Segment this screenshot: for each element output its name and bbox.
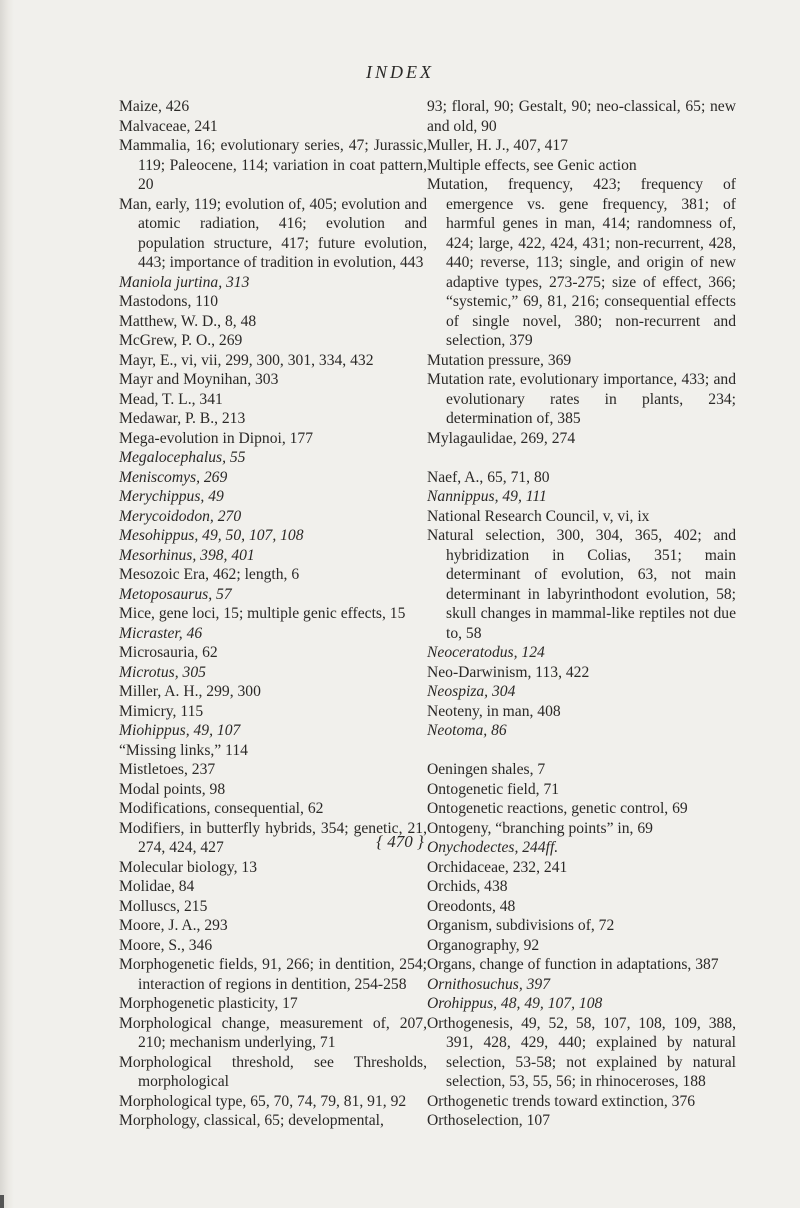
index-entry: 93; floral, 90; Gestalt, 90; neo-classical, 65; new and old, 90 [427,98,736,135]
index-entry: Organism, subdivisions of, 72 [427,917,615,934]
index-entry: Microtus, 305 [119,663,206,681]
index-entry: Maniola jurtina, 313 [119,273,250,291]
index-entry: Neo-Darwinism, 113, 422 [427,663,590,681]
index-entry: Ontogeny, “branching points” in, 69 [427,819,653,837]
index-entry: Mesohippus, 49, 50, 107, 108 [119,527,304,544]
index-entry: Moore, J. A., 293 [119,917,228,934]
page-number: { 470 } [376,832,424,851]
binding-mark [0,1195,4,1208]
index-entry: Mutation pressure, 369 [427,351,572,369]
index-entry: Megalocephalus, 55 [119,449,246,466]
index-entry: Mead, T. L., 341 [119,390,223,408]
index-entry: Onychodectes, 244ff. [427,839,559,856]
index-entry: Orohippus, 48, 49, 107, 108 [427,995,603,1012]
index-entry: Neoteny, in man, 408 [427,702,561,720]
index-entry: Neospiza, 304 [427,683,516,700]
index-entry: Ontogenetic reactions, genetic control, 69 [427,800,688,817]
index-entry: Orchidaceae, 232, 241 [427,858,568,876]
index-entry: Oreodonts, 48 [427,897,516,915]
index-entry: Modal points, 98 [119,780,226,798]
index-entry: Ontogenetic field, 71 [427,780,560,798]
index-entry: Mammalia, 16; evolutionary series, 47; Jurassic, 119; Paleocene, 114; variation in coat pattern, 20 [119,137,427,193]
index-entry: Ornithosuchus, 397 [427,975,551,993]
index-entry: Molecular biology, 13 [119,858,258,876]
index-entry: Mimicry, 115 [119,702,204,720]
index-entry: Orthogenetic trends toward extinction, 376 [427,1092,696,1110]
index-entry: Medawar, P. B., 213 [119,410,246,427]
index-entry: Mesozoic Era, 462; length, 6 [119,566,300,583]
index-entry: Micraster, 46 [119,624,203,642]
index-entry: Mega-evolution in Dipnoi, 177 [119,429,314,447]
letter-group-gap [427,741,736,761]
index-entry: Mesorhinus, 398, 401 [119,546,255,564]
index-entry: Mylagaulidae, 269, 274 [427,429,576,447]
index-entry: Organs, change of function in adaptations, 387 [427,956,719,973]
index-entry: Merychippus, 49 [119,488,224,505]
index-entry: Merycoidodon, 270 [119,507,242,525]
index-entry: Organography, 92 [427,936,540,954]
index-entry: National Research Council, v, vi, ix [427,507,650,525]
index-column-right [427,97,736,1131]
index-entry: Miohippus, 49, 107 [119,722,241,739]
index-entry: Modifications, consequential, 62 [119,800,324,817]
index-entry: Mastodons, 110 [119,293,219,310]
index-entry: Muller, H. J., 407, 417 [427,137,569,154]
index-entry: Neotoma, 86 [427,722,507,739]
index-entry: Mutation rate, evolutionary importance, 433; and evolutionary rates in plants, 234; determination of, 385 [427,371,736,427]
index-entry: Neoceratodus, 124 [427,644,545,661]
index-entry: Microsauria, 62 [119,644,218,661]
index-entry: Morphological change, measurement of, 207, 210; mechanism underlying, 71 [119,1014,427,1051]
index-entry: Multiple effects, see Genic action [427,156,637,174]
index-entry: Mayr, E., vi, vii, 299, 300, 301, 334, 432 [119,351,374,369]
index-entry: McGrew, P. O., 269 [119,332,243,349]
index-entry: Malvaceae, 241 [119,117,218,135]
index-entry: Molidae, 84 [119,878,195,895]
index-entry: Natural selection, 300, 304, 365, 402; and hybridization in Colias, 351; main determinant of evolution, 63, not main determinant in labyrinthodont evolution, 58; skull changes in mammal-like reptiles not due to, 58 [427,527,736,642]
index-entry: Mice, gene loci, 15; multiple genic effects, 15 [119,605,406,622]
index-entry: Nannippus, 49, 111 [427,488,547,505]
index-entry: “Missing links,” 114 [119,741,248,759]
index-entry: Mistletoes, 237 [119,761,216,778]
index-column-left [119,97,427,1131]
index-entry: Morphology, classical, 65; developmental, [119,1112,384,1129]
index-entry: Moore, S., 346 [119,936,213,954]
index-entry: Morphogenetic plasticity, 17 [119,995,298,1012]
index-entry: Morphogenetic fields, 91, 266; in dentition, 254; interaction of regions in dentition, 254-258 [119,956,427,993]
index-entry: Miller, A. H., 299, 300 [119,683,261,700]
index-entry: Morphological threshold, see Thresholds, morphological [119,1053,427,1090]
index-entry: Maize, 426 [119,98,190,115]
index-entry: Meniscomys, 269 [119,468,228,486]
index-entry: Modifiers, in butterfly hybrids, 354; genetic, 21, 274, 424, 427 [119,819,427,856]
index-entry: Oeningen shales, 7 [427,761,546,778]
index-entry: Naef, A., 65, 71, 80 [427,468,550,486]
index-entry: Molluscs, 215 [119,897,208,915]
index-entry: Matthew, W. D., 8, 48 [119,312,257,330]
index-entry: Orchids, 438 [427,878,508,895]
index-entry: Orthogenesis, 49, 52, 58, 107, 108, 109, 388, 391, 428, 429, 440; explained by natural selection, 53-58; not explained by natural selection, 53, 55, 56; in rhinoceroses, 188 [427,1014,736,1090]
letter-group-gap [427,448,736,468]
index-entry: Metoposaurus, 57 [119,585,232,603]
index-entry: Mutation, frequency, 423; frequency of emergence vs. gene frequency, 381; of harmful genes in man, 414; randomness of, 424; large, 422, 424, 431; non-recurrent, 428, 440; reverse, 113; single, and origin of new adaptive types, 273-275; size of effect, 366; “systemic,” 69, 81, 216; consequential effects of single novel, 380; non-recurrent and selection, 379 [427,176,736,349]
page-header: INDEX [366,62,434,82]
index-entry: Man, early, 119; evolution of, 405; evolution and atomic radiation, 416; evolution and population structure, 417; future evolution, 443; importance of tradition in evolution, 443 [119,195,427,271]
index-entry: Mayr and Moynihan, 303 [119,371,279,388]
page-edge [0,0,14,1208]
index-entry: Orthoselection, 107 [427,1112,550,1129]
index-entry: Morphological type, 65, 70, 74, 79, 81, 91, 92 [119,1092,407,1110]
